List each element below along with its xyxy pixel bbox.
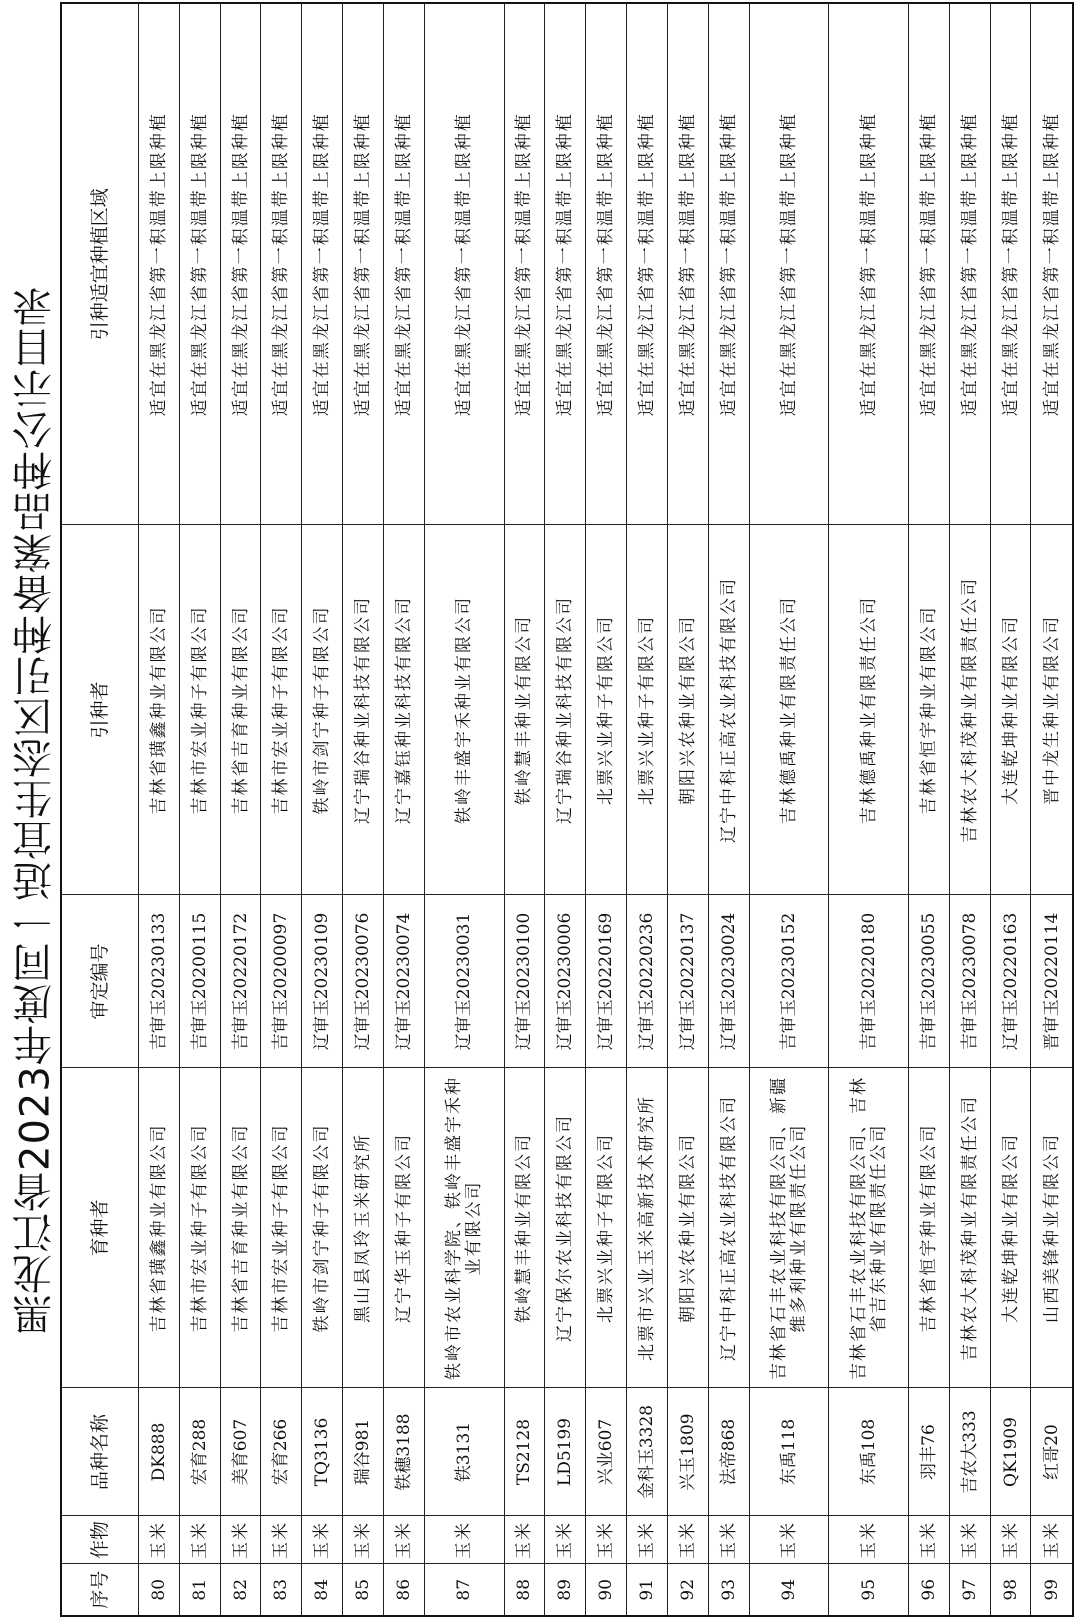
cell-approval: 晋审玉20220114 — [1031, 895, 1073, 1068]
table-row — [586, 3, 627, 1616]
cell-seq: 80 — [139, 1564, 180, 1616]
cell-region: 适宜在黑龙江省第一积温带上限种植 — [749, 3, 829, 525]
table-row — [343, 3, 384, 1616]
cell-region: 适宜在黑龙江省第一积温带上限种植 — [139, 3, 180, 525]
header-crop: 作物 — [61, 1516, 139, 1564]
table-row — [220, 3, 261, 1616]
table-row — [708, 3, 749, 1616]
cell-breeder: 辽宁华玉种子有限公司 — [383, 1068, 424, 1388]
cell-approval: 吉审玉20200115 — [179, 895, 220, 1068]
cell-breeder: 大连乾坤种业有限公司 — [990, 1068, 1031, 1388]
cell-variety: 羽丰76 — [908, 1388, 949, 1516]
cell-approval: 辽审玉20230109 — [302, 895, 343, 1068]
table-row — [1031, 3, 1073, 1616]
cell-introducer: 吉林德禹种业有限责任公司 — [749, 525, 829, 895]
cell-introducer: 吉林市宏业种子有限公司 — [179, 525, 220, 895]
cell-region: 适宜在黑龙江省第一积温带上限种植 — [179, 3, 220, 525]
cell-introducer: 大连乾坤种业有限公司 — [990, 525, 1031, 895]
cell-crop: 玉米 — [139, 1516, 180, 1564]
table-row — [179, 3, 220, 1616]
cell-introducer: 吉林德禹种业有限责任公司 — [829, 525, 909, 895]
cell-approval: 辽审玉20220163 — [990, 895, 1031, 1068]
cell-variety: LD5199 — [545, 1388, 586, 1516]
cell-crop: 玉米 — [749, 1516, 829, 1564]
cell-region: 适宜在黑龙江省第一积温带上限种植 — [667, 3, 708, 525]
cell-variety: 铁穗3188 — [383, 1388, 424, 1516]
cell-breeder: 朝阳兴农种业有限公司 — [667, 1068, 708, 1388]
cell-variety: 吉农大333 — [949, 1388, 990, 1516]
cell-variety: DK888 — [139, 1388, 180, 1516]
cell-approval: 辽审玉20230024 — [708, 895, 749, 1068]
cell-crop: 玉米 — [627, 1516, 668, 1564]
cell-variety: 美育607 — [220, 1388, 261, 1516]
cell-region: 适宜在黑龙江省第一积温带上限种植 — [908, 3, 949, 525]
cell-breeder: 吉林省璜鑫种业有限公司 — [139, 1068, 180, 1388]
cell-region: 适宜在黑龙江省第一积温带上限种植 — [627, 3, 668, 525]
cell-breeder: 铁岭市农业科学院、铁岭丰盛宇禾种业有限公司 — [424, 1068, 504, 1388]
cell-introducer: 晋中龙生种业有限公司 — [1031, 525, 1073, 895]
cell-region: 适宜在黑龙江省第一积温带上限种植 — [504, 3, 545, 525]
cell-variety: 东禹118 — [749, 1388, 829, 1516]
cell-variety: TS2128 — [504, 1388, 545, 1516]
cell-crop: 玉米 — [949, 1516, 990, 1564]
cell-introducer: 吉林省吉育种业有限公司 — [220, 525, 261, 895]
cell-seq: 82 — [220, 1564, 261, 1616]
cell-variety: 法帝868 — [708, 1388, 749, 1516]
table-row — [545, 3, 586, 1616]
cell-approval: 辽审玉20230031 — [424, 895, 504, 1068]
variety-table — [60, 2, 1074, 1617]
cell-seq: 96 — [908, 1564, 949, 1616]
cell-crop: 玉米 — [667, 1516, 708, 1564]
table-row — [261, 3, 302, 1616]
cell-approval: 辽审玉20220169 — [586, 895, 627, 1068]
cell-variety: 东禹108 — [829, 1388, 909, 1516]
cell-seq: 94 — [749, 1564, 829, 1616]
header-introducer: 引种者 — [61, 525, 139, 895]
table-row — [949, 3, 990, 1616]
cell-region: 适宜在黑龙江省第一积温带上限种植 — [424, 3, 504, 525]
cell-breeder: 吉林省石丰农业科技有限公司、吉林省吉东种业有限责任公司 — [829, 1068, 909, 1388]
cell-introducer: 北票兴业种子有限公司 — [627, 525, 668, 895]
cell-region: 适宜在黑龙江省第一积温带上限种植 — [829, 3, 909, 525]
cell-approval: 吉审玉20230055 — [908, 895, 949, 1068]
table-row — [302, 3, 343, 1616]
page-title: 黑龙江省2023年度同一适宜生态区引种备案品种公示目录 — [12, 286, 59, 1335]
header-row — [61, 3, 139, 1616]
cell-introducer: 辽宁瑞谷种业科技有限公司 — [343, 525, 384, 895]
cell-seq: 83 — [261, 1564, 302, 1616]
cell-region: 适宜在黑龙江省第一积温带上限种植 — [261, 3, 302, 525]
cell-seq: 81 — [179, 1564, 220, 1616]
table-row — [829, 3, 909, 1616]
cell-variety: QK1909 — [990, 1388, 1031, 1516]
header-seq: 序号 — [61, 1564, 139, 1616]
cell-approval: 吉审玉20230133 — [139, 895, 180, 1068]
cell-introducer: 铁岭市剑宁种子有限公司 — [302, 525, 343, 895]
cell-seq: 87 — [424, 1564, 504, 1616]
cell-breeder: 吉林市宏业种子有限公司 — [179, 1068, 220, 1388]
cell-region: 适宜在黑龙江省第一积温带上限种植 — [1031, 3, 1073, 525]
cell-crop: 玉米 — [586, 1516, 627, 1564]
cell-introducer: 辽宁瑞谷种业科技有限公司 — [545, 525, 586, 895]
cell-crop: 玉米 — [545, 1516, 586, 1564]
cell-variety: 红哥20 — [1031, 1388, 1073, 1516]
header-region: 引种适宜种植区域 — [61, 3, 139, 525]
cell-breeder: 吉林省恒宇种业有限公司 — [908, 1068, 949, 1388]
cell-crop: 玉米 — [261, 1516, 302, 1564]
cell-variety: 金科玉3328 — [627, 1388, 668, 1516]
cell-crop: 玉米 — [504, 1516, 545, 1564]
cell-seq: 92 — [667, 1564, 708, 1616]
header-variety: 品种名称 — [61, 1388, 139, 1516]
cell-region: 适宜在黑龙江省第一积温带上限种植 — [343, 3, 384, 525]
cell-introducer: 吉林省璜鑫种业有限公司 — [139, 525, 180, 895]
cell-introducer: 吉林农大科茂种业有限责任公司 — [949, 525, 990, 895]
cell-approval: 吉审玉20220180 — [829, 895, 909, 1068]
cell-crop: 玉米 — [343, 1516, 384, 1564]
cell-approval: 辽审玉20230076 — [343, 895, 384, 1068]
cell-seq: 98 — [990, 1564, 1031, 1616]
cell-region: 适宜在黑龙江省第一积温带上限种植 — [949, 3, 990, 525]
cell-crop: 玉米 — [829, 1516, 909, 1564]
cell-breeder: 铁岭市剑宁种子有限公司 — [302, 1068, 343, 1388]
cell-introducer: 铁岭慧丰种业有限公司 — [504, 525, 545, 895]
cell-variety: 瑞谷981 — [343, 1388, 384, 1516]
header-breeder: 育种者 — [61, 1068, 139, 1388]
cell-breeder: 北票兴业种子有限公司 — [586, 1068, 627, 1388]
cell-introducer: 吉林省恒宇种业有限公司 — [908, 525, 949, 895]
cell-breeder: 辽宁保尔农业科技有限公司 — [545, 1068, 586, 1388]
cell-region: 适宜在黑龙江省第一积温带上限种植 — [220, 3, 261, 525]
cell-region: 适宜在黑龙江省第一积温带上限种植 — [545, 3, 586, 525]
cell-breeder: 黑山县凤玲玉米研究所 — [343, 1068, 384, 1388]
cell-variety: 宏育266 — [261, 1388, 302, 1516]
cell-seq: 97 — [949, 1564, 990, 1616]
cell-introducer: 朝阳兴农种业有限公司 — [667, 525, 708, 895]
cell-seq: 88 — [504, 1564, 545, 1616]
cell-breeder: 北票市兴业玉米高新技术研究所 — [627, 1068, 668, 1388]
cell-approval: 辽审玉20230074 — [383, 895, 424, 1068]
table-row — [139, 3, 180, 1616]
cell-seq: 89 — [545, 1564, 586, 1616]
cell-region: 适宜在黑龙江省第一积温带上限种植 — [990, 3, 1031, 525]
cell-approval: 辽审玉20230100 — [504, 895, 545, 1068]
cell-seq: 95 — [829, 1564, 909, 1616]
cell-crop: 玉米 — [383, 1516, 424, 1564]
cell-seq: 90 — [586, 1564, 627, 1616]
table-row — [424, 3, 504, 1616]
cell-introducer: 铁岭丰盛宇禾种业有限公司 — [424, 525, 504, 895]
table-row — [908, 3, 949, 1616]
cell-seq: 85 — [343, 1564, 384, 1616]
cell-region: 适宜在黑龙江省第一积温带上限种植 — [708, 3, 749, 525]
cell-region: 适宜在黑龙江省第一积温带上限种植 — [383, 3, 424, 525]
cell-variety: 兴玉1809 — [667, 1388, 708, 1516]
cell-crop: 玉米 — [302, 1516, 343, 1564]
table-row — [749, 3, 829, 1616]
cell-approval: 辽审玉20220137 — [667, 895, 708, 1068]
cell-breeder: 辽宁中科正高农业科技有限公司 — [708, 1068, 749, 1388]
cell-introducer: 辽宁中科正高农业科技有限公司 — [708, 525, 749, 895]
cell-crop: 玉米 — [708, 1516, 749, 1564]
table-row — [627, 3, 668, 1616]
cell-region: 适宜在黑龙江省第一积温带上限种植 — [302, 3, 343, 525]
cell-variety: 宏育288 — [179, 1388, 220, 1516]
cell-approval: 吉审玉20230152 — [749, 895, 829, 1068]
cell-breeder: 吉林市宏业种子有限公司 — [261, 1068, 302, 1388]
cell-variety: 铁3131 — [424, 1388, 504, 1516]
cell-breeder: 吉林省吉育种业有限公司 — [220, 1068, 261, 1388]
cell-approval: 辽审玉20230006 — [545, 895, 586, 1068]
cell-seq: 93 — [708, 1564, 749, 1616]
cell-breeder: 吉林农大科茂种业有限责任公司 — [949, 1068, 990, 1388]
cell-introducer: 吉林市宏业种子有限公司 — [261, 525, 302, 895]
cell-introducer: 辽宁嘉钰种业科技有限公司 — [383, 525, 424, 895]
cell-approval: 吉审玉20230078 — [949, 895, 990, 1068]
table-row — [667, 3, 708, 1616]
cell-crop: 玉米 — [1031, 1516, 1073, 1564]
cell-seq: 99 — [1031, 1564, 1073, 1616]
cell-variety: 兴业607 — [586, 1388, 627, 1516]
cell-region: 适宜在黑龙江省第一积温带上限种植 — [586, 3, 627, 525]
table-row — [383, 3, 424, 1616]
table-row — [990, 3, 1031, 1616]
cell-seq: 86 — [383, 1564, 424, 1616]
table-row — [504, 3, 545, 1616]
header-approval: 审定编号 — [61, 895, 139, 1068]
cell-crop: 玉米 — [424, 1516, 504, 1564]
cell-approval: 吉审玉20200097 — [261, 895, 302, 1068]
cell-seq: 84 — [302, 1564, 343, 1616]
cell-crop: 玉米 — [220, 1516, 261, 1564]
cell-variety: TQ3136 — [302, 1388, 343, 1516]
cell-crop: 玉米 — [990, 1516, 1031, 1564]
cell-breeder: 吉林省石丰农业科技有限公司、新疆维多利种业有限责任公司 — [749, 1068, 829, 1388]
cell-breeder: 铁岭慧丰种业有限公司 — [504, 1068, 545, 1388]
cell-crop: 玉米 — [908, 1516, 949, 1564]
cell-crop: 玉米 — [179, 1516, 220, 1564]
cell-seq: 91 — [627, 1564, 668, 1616]
table-sheet — [60, 4, 1074, 1617]
cell-approval: 辽审玉20220236 — [627, 895, 668, 1068]
cell-introducer: 北票兴业种子有限公司 — [586, 525, 627, 895]
cell-approval: 吉审玉20220172 — [220, 895, 261, 1068]
cell-breeder: 山西美锋种业有限公司 — [1031, 1068, 1073, 1388]
